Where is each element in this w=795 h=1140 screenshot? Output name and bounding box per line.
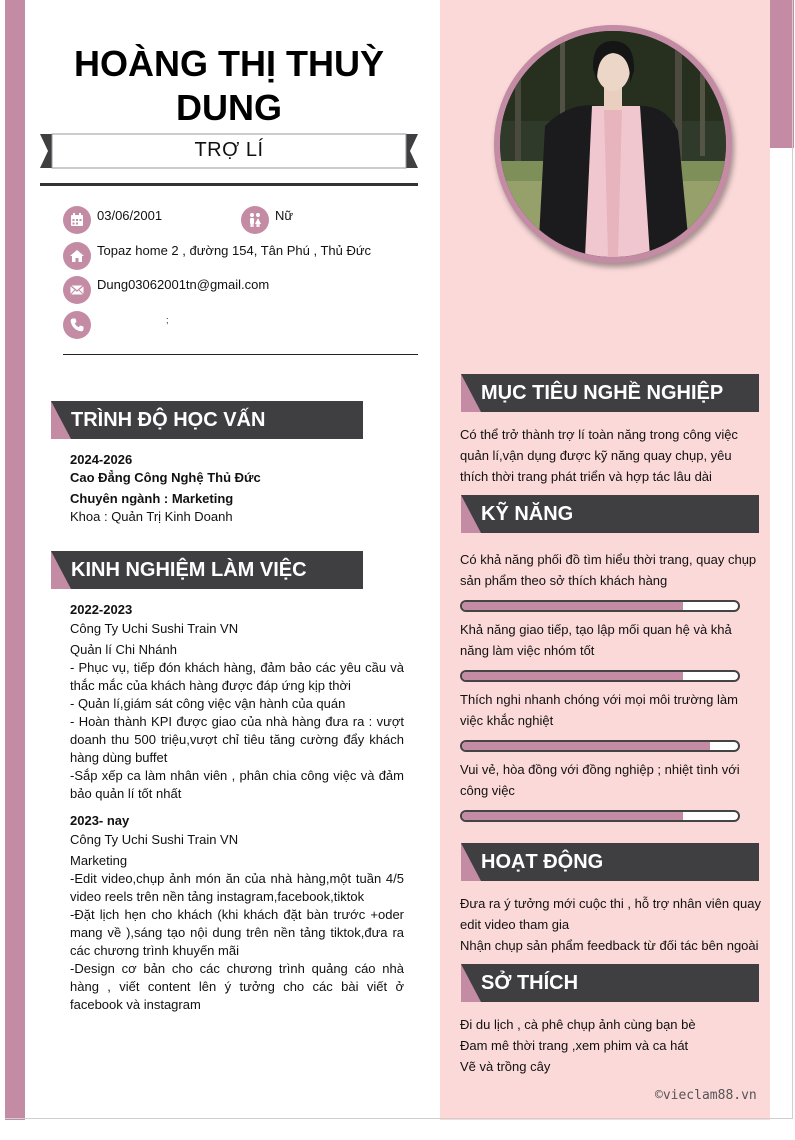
education-title: TRÌNH ĐỘ HỌC VẤN xyxy=(71,409,266,431)
skill-level-fill xyxy=(462,812,683,820)
skill-level-bar xyxy=(460,740,740,752)
phone-number: ; xyxy=(166,315,169,325)
job-duty: -Edit video,chụp ảnh món ăn của nhà hàng,một tuần 4/5 video reels trên nền tảng instagram,facebook,tiktok xyxy=(70,871,404,904)
skill-level-bar xyxy=(460,670,740,682)
job-position: Quản lí Chi Nhánh xyxy=(70,642,177,657)
gender-icon xyxy=(241,206,269,234)
hobby-item: Đam mê thời trang ,xem phim và ca hát xyxy=(460,1038,689,1053)
job-company: Công Ty Uchi Sushi Train VN xyxy=(70,621,239,636)
date-of-birth: 03/06/2001 xyxy=(97,208,163,223)
activities-header xyxy=(461,843,759,881)
gender: Nữ xyxy=(275,208,294,223)
skill-level-fill xyxy=(462,742,710,750)
name-line-1: HOÀNG THỊ THUỲ xyxy=(74,43,384,84)
job-duty: -Sắp xếp ca làm nhân viên , phân chia công việc và đảm bảo quản lí tốt nhất xyxy=(70,768,404,801)
hobby-item: Vẽ và trồng cây xyxy=(460,1059,551,1074)
email-icon xyxy=(63,276,91,304)
phone-icon xyxy=(63,311,91,339)
skill-level-bar xyxy=(460,600,740,612)
job-duty: - Quản lí,giám sát công việc vận hành của quán xyxy=(70,696,346,711)
watermark: ©vieclam88.vn xyxy=(655,1088,757,1103)
experience-job-2 xyxy=(70,812,404,1014)
job-title: TRỢ LÍ xyxy=(194,139,264,161)
education-major: Chuyên ngành : Marketing xyxy=(70,491,234,506)
skills-title: KỸ NĂNG xyxy=(481,503,574,525)
email[interactable]: Dung03062001tn@gmail.com xyxy=(97,277,270,292)
objective-title: MỤC TIÊU NGHỀ NGHIỆP xyxy=(481,382,724,404)
education-years: 2024-2026 xyxy=(70,452,133,467)
experience-job-1 xyxy=(70,601,404,803)
name-line-2: DUNG xyxy=(176,87,282,128)
candidate-name xyxy=(40,42,418,130)
skill-text: Vui vẻ, hòa đồng với đồng nghiệp ; nhiệt tình với công việc xyxy=(460,762,740,798)
education-school: Cao Đẳng Công Nghệ Thủ Đức xyxy=(70,470,261,485)
hobbies-list xyxy=(460,1014,758,1077)
job-duty: - Phục vụ, tiếp đón khách hàng, đảm bảo các yêu cầu và thắc mắc của khách hàng được đáp ứng kịp thời xyxy=(70,660,404,693)
skill-level-fill xyxy=(462,672,683,680)
job-position: Marketing xyxy=(70,853,128,868)
skill-level-fill xyxy=(462,602,683,610)
skill-text: Có khả năng phối đồ tìm hiểu thời trang, quay chụp sản phẩm theo sở thích khách hàng xyxy=(460,552,757,588)
skill-level-bar xyxy=(460,810,740,822)
skills-header xyxy=(461,495,759,533)
skill-text: Thích nghi nhanh chóng với mọi môi trường làm việc khắc nghiệt xyxy=(460,692,738,728)
job-company: Công Ty Uchi Sushi Train VN xyxy=(70,832,239,847)
home-icon xyxy=(63,242,91,270)
job-duty: -Design cơ bản cho các chương trình quảng cáo nhà hàng , viết content lên ý tưởng cho các bài viết ở facebook và instagram xyxy=(70,961,404,1012)
job-years: 2023- nay xyxy=(70,813,130,828)
experience-header xyxy=(51,551,363,589)
avatar xyxy=(500,31,726,257)
address: Topaz home 2 , đường 154, Tân Phú , Thủ Đức xyxy=(97,243,372,258)
activities-list xyxy=(460,893,765,956)
contact-divider xyxy=(63,354,418,355)
education-header xyxy=(51,401,363,439)
objective-header xyxy=(461,374,759,412)
job-duty: - Hoàn thành KPI được giao của nhà hàng đưa ra : vượt doanh thu 500 triệu,vượt chỉ tiêu tăng cường đẩy khách hàng dùng buffet xyxy=(70,714,404,765)
job-duty: -Đặt lịch hẹn cho khách (khi khách đặt bàn trước +oder mang về ),sáng tạo nội dung trên nền tảng tiktok,đưa ra các chương trình khuyến mãi xyxy=(70,907,404,958)
hobbies-title: SỞ THÍCH xyxy=(481,972,579,994)
hobby-item: Đi du lịch , cà phê chụp ảnh cùng bạn bè xyxy=(460,1017,696,1032)
activity-item: Đưa ra ý tưởng mới cuộc thi , hỗ trợ nhân viên quay edit video tham gia xyxy=(460,896,761,932)
objective-text: Có thể trở thành trợ lí toàn năng trong công việc quản lí,vận dụng được kỹ năng quay chụp, yêu thích thời trang phát triển và hợp tác lâu dài xyxy=(460,427,738,484)
education-faculty: Khoa : Quản Trị Kinh Doanh xyxy=(70,509,233,524)
job-years: 2022-2023 xyxy=(70,602,133,617)
activities-title: HOẠT ĐỘNG xyxy=(481,851,604,873)
hobbies-header xyxy=(461,964,759,1002)
header-divider xyxy=(40,183,418,186)
activity-item: Nhận chụp sản phẩm feedback từ đối tác bên ngoài xyxy=(460,938,759,953)
calendar-icon xyxy=(63,206,91,234)
experience-title: KINH NGHIỆM LÀM VIỆC xyxy=(71,559,307,581)
skill-text: Khả năng giao tiếp, tạo lập mối quan hệ và khả năng làm việc nhóm tốt xyxy=(460,622,732,658)
